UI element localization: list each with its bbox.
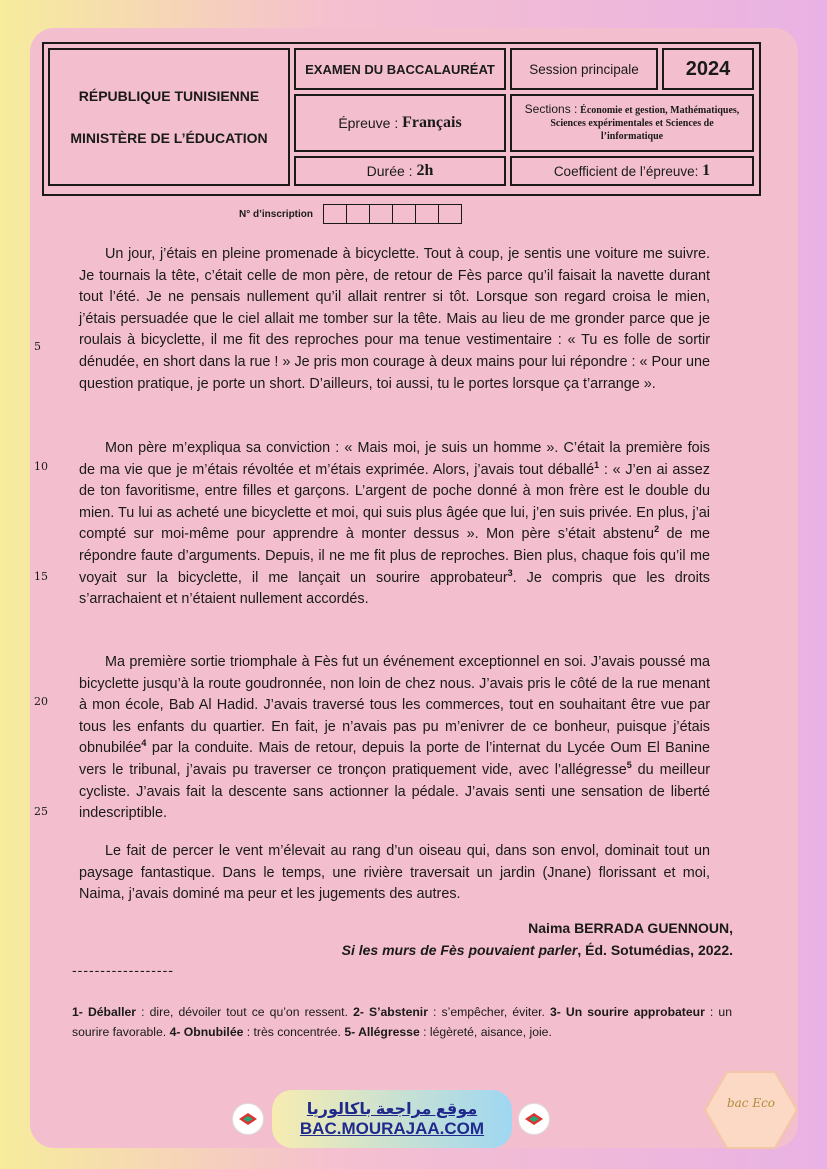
site-logo-icon	[518, 1103, 550, 1135]
p2-part-a: Mon père m’expliqua sa conviction : « Mais moi, je suis un homme ». C’était la première fois de ma vie que je m’étais révoltée et m’étais exprimée. Alors, j’avais tout déballé	[79, 440, 710, 478]
coefficient-cell	[510, 156, 754, 186]
line-number: 10	[34, 460, 48, 473]
footnote-ref: 5	[626, 760, 632, 771]
note-term: 4- Obnubilée	[169, 1025, 244, 1039]
inscription-box[interactable]	[347, 205, 370, 223]
year-cell: 2024	[662, 48, 754, 90]
note-def: : un sourire favorable.	[72, 1005, 732, 1039]
duree-label: Durée :	[366, 163, 413, 179]
footnote-ref: 3	[507, 567, 513, 578]
note-def: : très concentrée.	[243, 1025, 345, 1039]
badge-shape-icon	[703, 1068, 799, 1152]
p3-part-b: par la conduite. Mais de retour, depuis la porte de l’internat du Lycée Oum El Banine vers le tribunal, j’avais pu traverser ce tronçon pratiquement vide, avec l’allégresse	[79, 740, 710, 778]
footnotes	[72, 1002, 732, 1042]
note-def: : dire, dévoiler tout ce qu’on ressent.	[136, 1005, 354, 1019]
note-term: 5- Allégresse	[344, 1025, 420, 1039]
sections-cell	[510, 94, 754, 152]
duree-value: 2h	[416, 162, 434, 179]
sections-value: Économie et gestion, Mathématiques, Sciences expérimentales et Sciences de l’informatique	[550, 105, 740, 142]
site-logo-icon	[232, 1103, 264, 1135]
paragraph-4: Le fait de percer le vent m’élevait au rang d’un oiseau qui, dans son envol, dominait tout un paysage fantastique. Dans le temps, une rivière traversait un jardin (Jnane) florissant et moi, Naima, j’avais dominé ma peur et les jugements des autres.	[79, 843, 710, 903]
epreuve-label: Épreuve :	[338, 115, 399, 131]
note-term: 2- S’abstenir	[353, 1005, 428, 1019]
line-number: 20	[34, 695, 48, 708]
footer-arabic-link[interactable]: موقع مراجعة باكالوريا	[306, 1101, 478, 1118]
epreuve-cell	[294, 94, 506, 152]
footnote-ref: 4	[141, 738, 147, 749]
session-cell: Session principale	[510, 48, 658, 90]
exam-header	[42, 42, 761, 196]
line-number: 15	[34, 570, 48, 583]
paragraph-2	[79, 438, 710, 611]
inscription-box[interactable]	[393, 205, 416, 223]
footnote-ref: 2	[654, 524, 660, 535]
inscription-box[interactable]	[370, 205, 393, 223]
exam-title-cell: EXAMEN DU BACCALAURÉAT	[294, 48, 506, 90]
separator: ------------------	[72, 962, 174, 978]
source-title: Si les murs de Fès pouvaient parler	[341, 942, 578, 958]
inscription-boxes[interactable]	[323, 204, 462, 224]
line-number: 25	[34, 805, 48, 818]
coef-value: 1	[702, 162, 711, 179]
p2-part-d: . Je compris que les droits s’arrachaient et n’étaient nullement accordés.	[79, 569, 710, 608]
paragraph-1: Un jour, j’étais en pleine promenade à bicyclette. Tout à coup, je sentis une voiture me suivre. Je tournais la tête, c’était celle de mon père, de retour de Fès parce qu’il faisait la navette durant tout l’été. Je ne pensais nullement qu’il allait rentrer si tôt. Lorsque son regard croisa le mien, j’étais persuadée que le ciel allait me tomber sur la tête. Mais au lieu de me gronder parce que je roulais à bicyclette, il me fit des reproches pour ma tenue vestimentaire : « Tu es folle de sortir dénudée, en short dans la rue ! » Je pris mon courage à deux mains pour lui répondre : « Pour une question pratique, je porte un short. D’ailleurs, toi aussi, tu le portes lorsque ça t’arrange ».	[79, 246, 710, 392]
inscription-row	[239, 204, 462, 224]
ministry-label: MINISTÈRE DE L’ÉDUCATION	[70, 130, 268, 146]
republic-label: RÉPUBLIQUE TUNISIENNE	[78, 88, 260, 104]
duree-cell	[294, 156, 506, 186]
bac-eco-badge	[703, 1068, 799, 1152]
note-def: : légèreté, aisance, joie.	[419, 1025, 552, 1039]
authority-cell	[48, 48, 290, 186]
line-number: 5	[34, 340, 41, 353]
sections-label: Sections :	[524, 102, 578, 116]
coef-label: Coefficient de l’épreuve:	[553, 163, 699, 179]
paragraph-3	[79, 652, 710, 825]
epreuve-value: Français	[402, 114, 462, 131]
note-term: 3- Un sourire approbateur	[549, 1005, 705, 1019]
footer-url-link[interactable]: BAC.MOURAJAA.COM	[299, 1119, 485, 1138]
note-def: : s’empêcher, éviter.	[427, 1005, 550, 1019]
inscription-box[interactable]	[439, 205, 461, 223]
note-term: 1- Déballer	[72, 1005, 137, 1019]
footer-banner[interactable]	[272, 1090, 512, 1148]
p3-part-a: Ma première sortie triomphale à Fès fut un événement exceptionnel en soi. J’avais poussé ma bicyclette jusqu’à la route goudronnée, non loin de chez nous. J’avais pris le côté de la rue menant à mon école, Bab Al Hadid. J’avais traversé tous les commerces, tout en souhaitant être vue par tous les enfants du quartier. En fait, je n’avais pas pu m’enivrer de ce bonheur, puisque j’étais obnubilée	[79, 654, 710, 757]
p3-part-c: du meilleur cycliste. J’avais fait la descente sans actionner la pédale. J’avais senti une sensation de liberté indescriptible.	[79, 761, 711, 822]
author-name: Naima BERRADA GUENNOUN,	[528, 920, 733, 936]
source-block	[342, 917, 733, 961]
inscription-label: N° d’inscription	[239, 208, 313, 220]
p2-part-b: : « J’en ai assez de ton favoritisme, entre filles et garçons. L’argent de poche donné à mon frère est le double du mien. Tu lui as acheté une bicyclette et moi, qui suis plus âgée que lui, j’en suis privée. En plus, j’ai compté sur moi-même pour apprendre à monter dessus ». Mon père s’était abstenu	[79, 461, 710, 543]
badge-text: bac Eco	[726, 1096, 776, 1110]
inscription-box[interactable]	[416, 205, 439, 223]
source-rest: , Éd. Sotumédias, 2022.	[577, 942, 733, 958]
footnote-ref: 1	[594, 459, 600, 470]
p2-part-c: de me répondre faute d’arguments. Depuis, il ne me fit plus de reproches. Bien plus, chaque fois qu’il me voyait sur la bicyclette, il me lançait un sourire approbateur	[79, 526, 710, 586]
inscription-box[interactable]	[324, 205, 347, 223]
